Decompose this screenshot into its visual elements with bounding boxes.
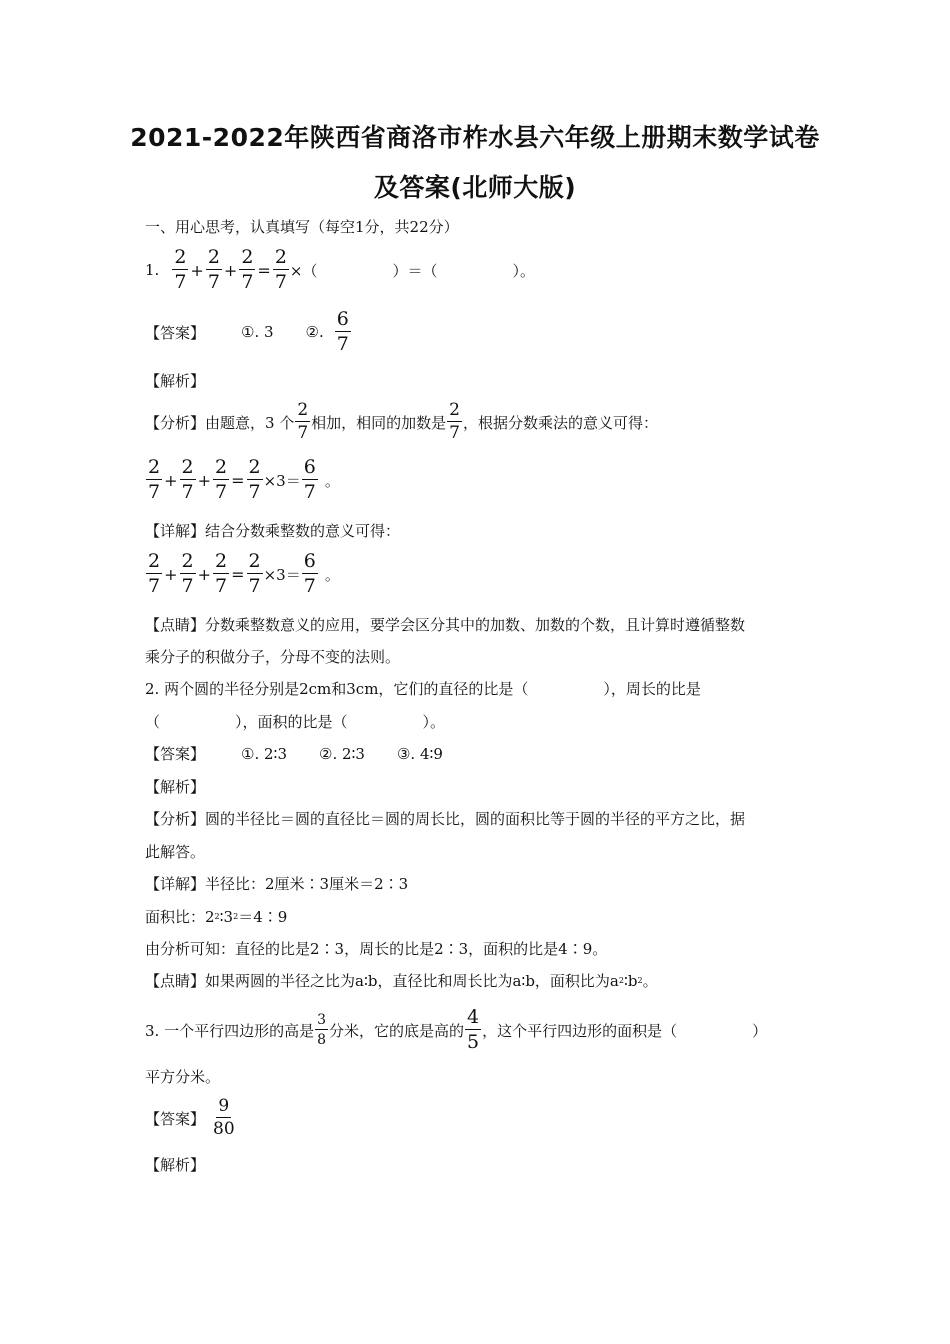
fraction: $\frac{2}{7}$ — [174, 246, 187, 293]
q1-calc-2: $\frac{2}{7}$ + $\frac{2}{7}$ + $\frac{2}{7}$ = $\frac{2}{7}$ ×3＝ $\frac{6}{7}$ 。 — [148, 550, 340, 597]
q1-xiangjie: 【详解】 结合分数乘整数的意义可得： — [145, 522, 401, 540]
q2-conclusion: 由分析可知：直径的比是2∶3，周长的比是2∶3，面积的比是4∶9。 — [145, 940, 608, 958]
answer-label: 【答案】 — [145, 323, 206, 342]
q2-area-ratio: 面积比：2 2 ∶3 2 ＝4∶9 — [145, 907, 288, 926]
q1-answer-2: ②. — [305, 323, 324, 341]
q3-answer: 【答案】 $\frac{9}{80}$ — [145, 1096, 235, 1139]
fraction: $\frac{2}{7}$ — [207, 246, 220, 293]
q2-question-1: 2. 两个圆的半径分别是2cm和3cm，它们的直径的比是（ ），周长的比是 — [145, 680, 701, 698]
q2-fenxi-1: 【分析】 圆的半径比＝圆的直径比＝圆的周长比，圆的面积比等于圆的半径的平方之比，据 — [145, 810, 746, 828]
answer-fraction: $\frac{6}{7}$ — [336, 308, 349, 355]
analysis-label: 【解析】 — [145, 778, 206, 796]
fraction: $\frac{2}{7}$ — [297, 400, 309, 443]
doc-title-line1: 2021-2022年陕西省商洛市柞水县六年级上册期末数学试卷 — [130, 123, 820, 152]
q1-dianjing-1: 【点睛】 分数乘整数意义的应用，要学会区分其中的加数、加数的个数，且计算时遵循整数 — [145, 616, 746, 634]
q1-calc-1: $\frac{2}{7}$ + $\frac{2}{7}$ + $\frac{2}{7}$ = $\frac{2}{7}$ ×3＝ $\frac{6}{7}$ 。 — [148, 456, 340, 503]
q1-blanks: ×（ ）＝（ ）。 — [289, 261, 535, 280]
q1-dianjing-2: 乘分子的积做分子，分母不变的法则。 — [145, 648, 401, 666]
fraction: $\frac{2}{7}$ — [274, 246, 287, 293]
q2-xiangjie: 【详解】 半径比：2厘米∶3厘米＝2∶3 — [145, 875, 409, 893]
fraction: $\frac{4}{5}$ — [467, 1006, 480, 1053]
q3-question: 3. 一个平行四边形的高是 $\frac{3}{8}$ 分米，它的底是高的 $\frac{4}{5}$ ，这个平行四边形的面积是（ ） — [145, 1006, 768, 1053]
q2-fenxi-2: 此解答。 — [145, 843, 206, 861]
q1-fenxi: 【分析】 由题意，3 个 $\frac{2}{7}$ 相加，相同的加数是 $\frac{2}{7}$ ，根据分数乘法的意义可得： — [145, 400, 659, 443]
q1-answer — [145, 310, 352, 354]
q1-number: 1. — [145, 261, 160, 279]
q1-question: 1. $\frac{2}{7}$ + $\frac{2}{7}$ + $\frac{2}{7}$ = $\frac{2}{7}$ ×（ ）＝（ ）。 — [145, 246, 535, 293]
fraction: $\frac{2}{7}$ — [449, 400, 460, 443]
analysis-label: 【解析】 — [145, 372, 206, 390]
fraction: $\frac{3}{8}$ — [317, 1012, 327, 1048]
q2-question-2: （ ），面积的比是（ ）。 — [145, 713, 446, 731]
q1-answer-1: ①. 3 — [241, 323, 274, 341]
answer-fraction: $\frac{9}{80}$ — [213, 1096, 235, 1139]
section-heading: 一、用心思考，认真填写（每空1分，共22分） — [145, 218, 459, 236]
doc-title-line2: 及答案(北师大版) — [373, 173, 577, 202]
analysis-label: 【解析】 — [145, 1156, 206, 1174]
fraction: $\frac{2}{7}$ — [241, 246, 254, 293]
q2-answer: 【答案】 ①. 2∶3 ②. 2∶3 ③. 4∶9 — [145, 744, 443, 763]
q3-question-2: 平方分米。 — [145, 1068, 221, 1086]
q2-dianjing: 【点睛】 如果两圆的半径之比为a∶b，直径比和周长比为a∶b，面积比为a 2 ∶b 2 。 — [145, 971, 658, 990]
